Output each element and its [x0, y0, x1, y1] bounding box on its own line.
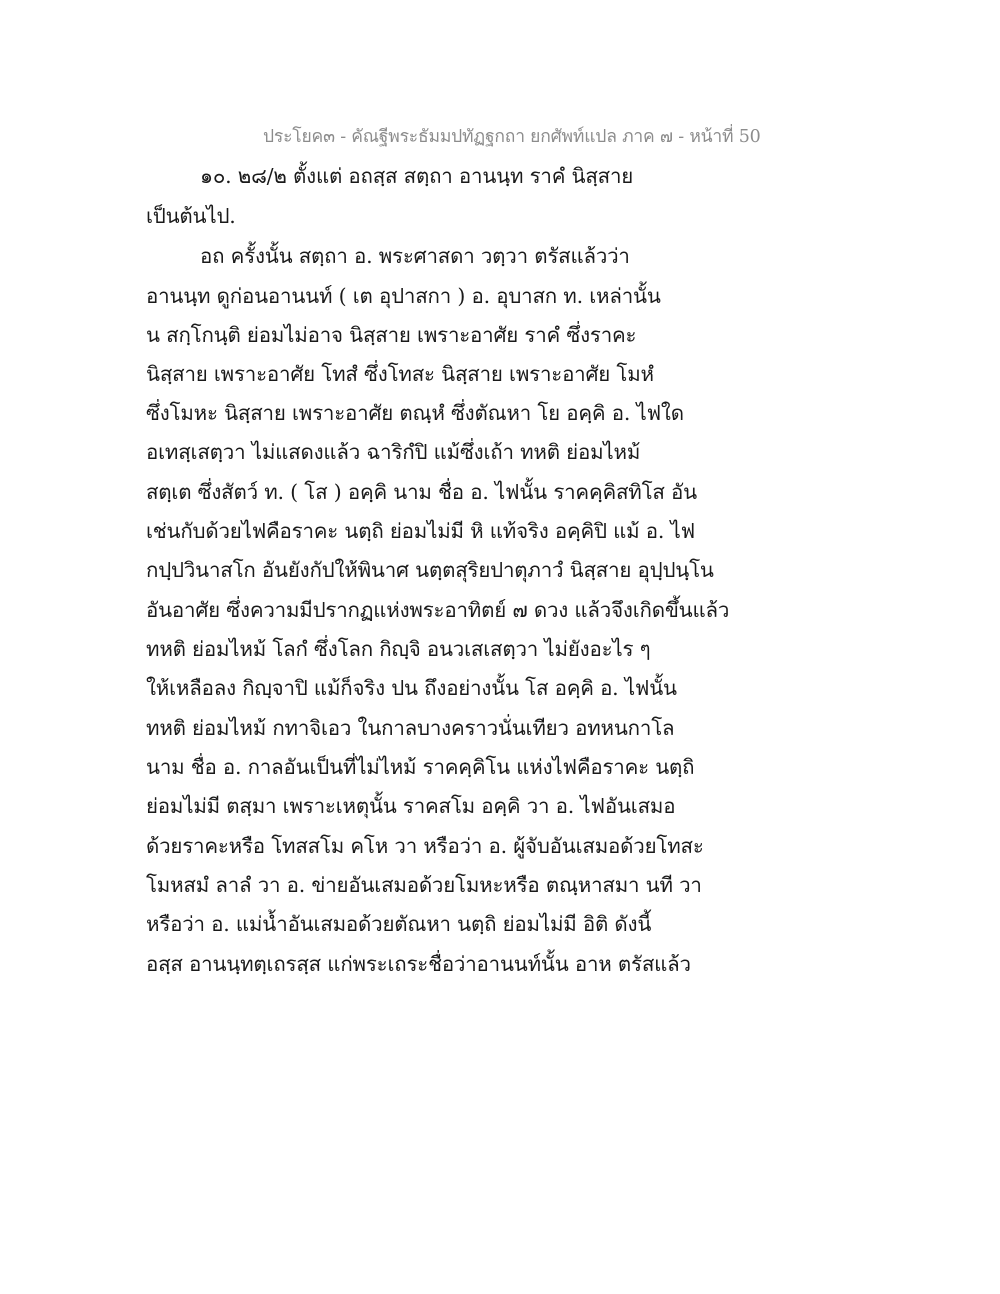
text-line: ๑๐. ๒๘/๒ ตั้งแต่ อถสฺส สตฺถา อานนฺท ราคํ นิสฺสาย — [200, 164, 634, 188]
text-line: สตฺเต ซึ่งสัตว์ ท. ( โส ) อคฺคิ นาม ชื่อ อ. ไฟนั้น ราคคฺคิสทิโส อัน — [146, 480, 697, 504]
text-line: น สกฺโกนฺติ ย่อมไม่อาจ นิสฺสาย เพราะอาศัย ราคํ ซึ่งราคะ — [146, 323, 637, 347]
text-line: โมหสมํ ลาลํ วา อ. ข่ายอันเสมอด้วยโมหะหรือ ตณฺหาสมา นที วา — [146, 873, 702, 897]
text-line: อานนฺท ดูก่อนอานนท์ ( เต อุปาสกา ) อ. อุบาสก ท. เหล่านั้น — [146, 284, 661, 308]
text-line: ให้เหลือลง กิญฺจาปิ แม้ก็จริง ปน ถึงอย่างนั้น โส อคฺคิ อ. ไฟนั้น — [146, 676, 677, 700]
text-line: อสฺส อานนฺทตฺเถรสฺส แก่พระเถระชื่อว่าอานนท์นั้น อาห ตรัสแล้ว — [146, 952, 691, 976]
text-line: ย่อมไม่มี ตสฺมา เพราะเหตุนั้น ราคสโม อคฺคิ วา อ. ไฟอันเสมอ — [146, 794, 676, 818]
text-line: นิสฺสาย เพราะอาศัย โทสํ ซึ่งโทสะ นิสฺสาย เพราะอาศัย โมหํ — [146, 362, 654, 386]
text-line: หรือว่า อ. แม่น้ำอันเสมอด้วยตัณหา นตฺถิ ย่อมไม่มี อิติ ดังนี้ — [146, 912, 652, 936]
text-line: อเทสฺเสตฺวา ไม่แสดงแล้ว ฉาริกํปิ แม้ซึ่งเถ้า ทหติ ย่อมไหม้ — [146, 440, 641, 464]
text-line: ด้วยราคะหรือ โทสสโม คโห วา หรือว่า อ. ผู้จับอันเสมอด้วยโทสะ — [146, 834, 704, 858]
text-line: เช่นกับด้วยไฟคือราคะ นตฺถิ ย่อมไม่มี หิ แท้จริง อคฺคิปิ แม้ อ. ไฟ — [146, 519, 695, 543]
text-line: ซึ่งโมหะ นิสฺสาย เพราะอาศัย ตณฺหํ ซึ่งตัณหา โย อคฺคิ อ. ไฟใด — [146, 401, 684, 425]
text-line: นาม ชื่อ อ. กาลอันเป็นที่ไม่ไหม้ ราคคฺคิโน แห่งไฟคือราคะ นตฺถิ — [146, 755, 695, 779]
text-line: เป็นต้นไป. — [146, 204, 236, 228]
text-line: อถ ครั้งนั้น สตฺถา อ. พระศาสดา วตฺวา ตรัสแล้วว่า — [200, 244, 630, 268]
text-line: ทหติ ย่อมไหม้ กทาจิเอว ในกาลบางคราวนั่นเทียว อทหนกาโล — [146, 716, 675, 740]
text-line: ทหติ ย่อมไหม้ โลกํ ซึ่งโลก กิญฺจิ อนวเสเสตฺวา ไม่ยังอะไร ๆ — [146, 637, 651, 661]
text-line: อันอาศัย ซึ่งความมีปรากฏแห่งพระอาทิตย์ ๗ ดวง แล้วจึงเกิดขึ้นแล้ว — [146, 598, 730, 622]
page-header: ประโยค๓ - คัณฐีพระธัมมปทัฏฐกถา ยกศัพท์แปล ภาค ๗ - หน้าที่ 50 — [263, 127, 761, 147]
text-line: กปฺปวินาสโก อันยังกัปให้พินาศ นตฺตสุริยปาตุภาวํ นิสฺสาย อุปฺปนฺโน — [146, 558, 714, 582]
